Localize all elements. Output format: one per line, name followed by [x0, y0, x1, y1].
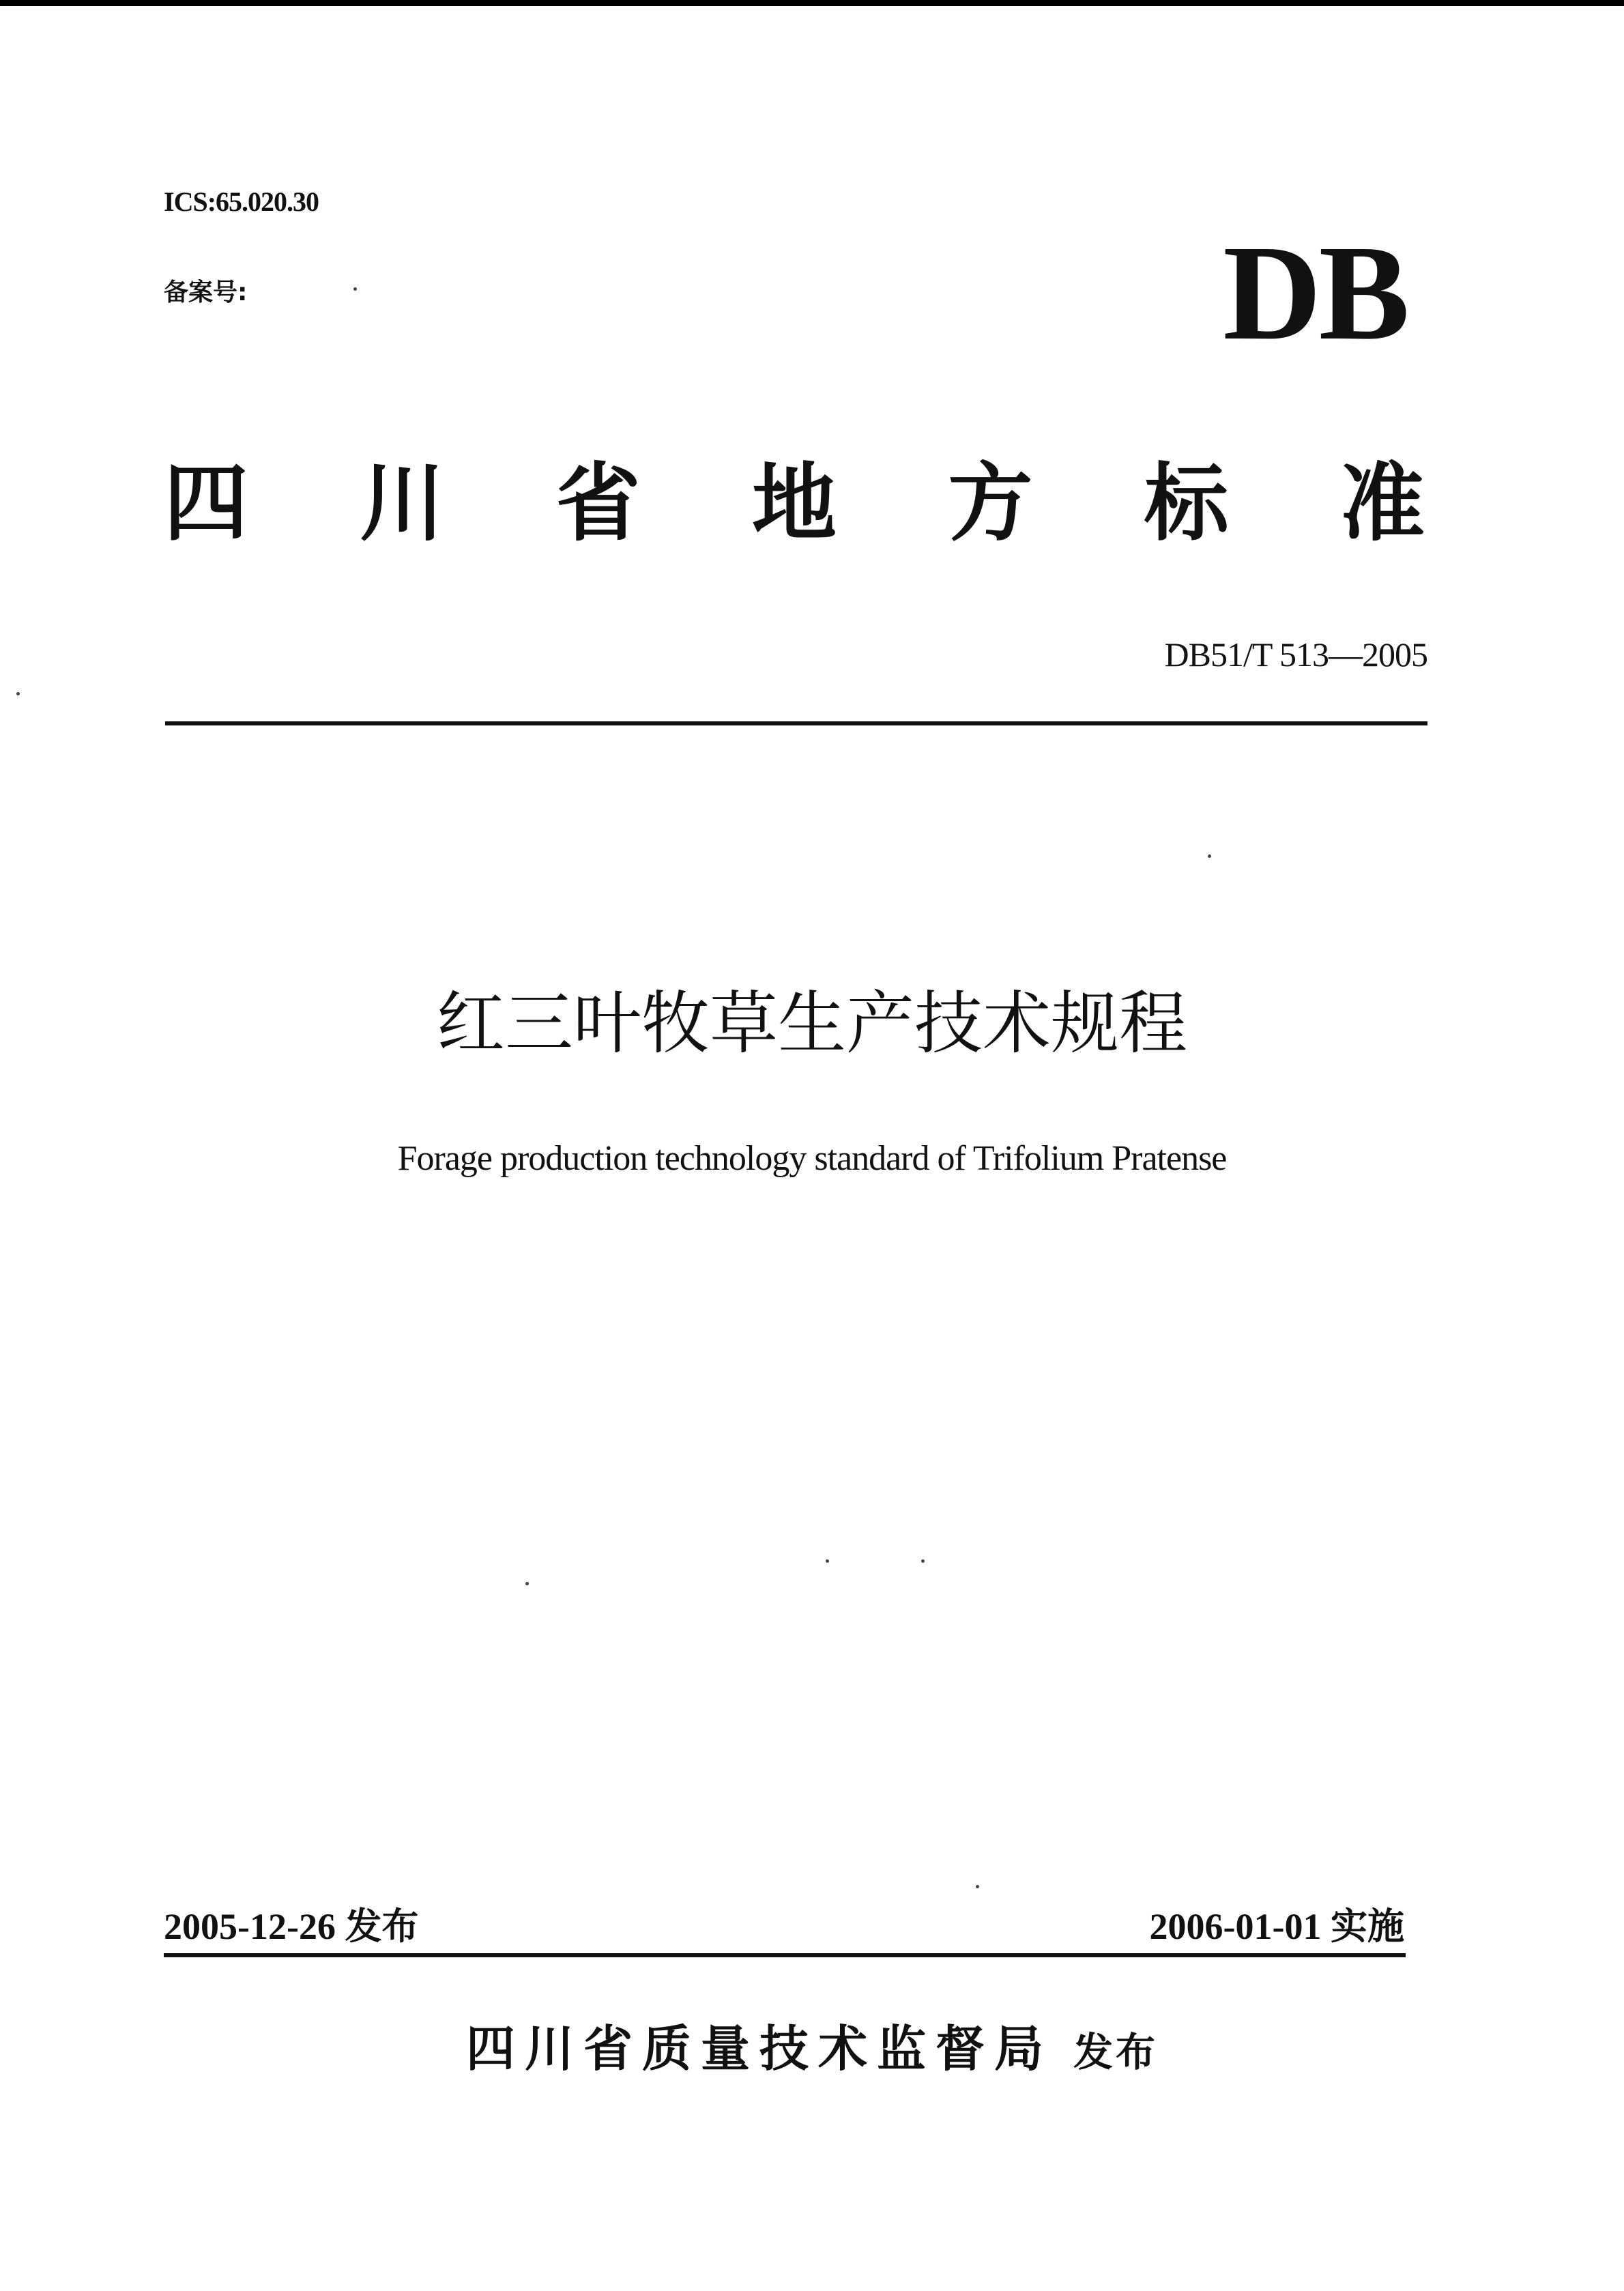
standard-type-char: 方	[948, 455, 1033, 553]
standard-type-char: 标	[1144, 455, 1229, 553]
standard-type-char: 四	[164, 455, 249, 553]
scan-speck	[525, 1582, 529, 1585]
top-divider	[165, 721, 1427, 725]
standard-type-char: 川	[360, 455, 445, 553]
standard-type-heading	[164, 456, 1425, 551]
issue-date: 2005-12-26 发布	[164, 1906, 419, 1947]
scan-speck	[16, 692, 20, 695]
record-number-label: 备案号:	[164, 278, 248, 306]
publisher-line	[0, 2009, 1624, 2080]
scan-speck	[826, 1559, 829, 1563]
standard-type-char: 省	[555, 455, 641, 553]
scan-speck	[1208, 854, 1211, 858]
publisher-suffix: 发布	[1073, 2029, 1159, 2075]
top-border	[0, 0, 1624, 6]
scan-speck	[921, 1559, 925, 1563]
scan-speck	[353, 287, 357, 291]
implementation-date: 2006-01-01 实施	[1149, 1906, 1404, 1947]
bottom-divider	[164, 1953, 1406, 1957]
document-title-english: Forage production technology standard of Trifolium Pratense	[397, 1139, 1227, 1178]
db-logo: DB	[1223, 218, 1407, 369]
document-title-chinese: 红三叶牧草生产技术规程	[437, 983, 1187, 1063]
standard-type-char: 地	[751, 455, 837, 553]
standard-number: DB51/T 513—2005	[1164, 635, 1427, 674]
publisher-name: 四川省质量技术监督局	[465, 2020, 1053, 2077]
standard-type-char: 准	[1339, 455, 1425, 553]
ics-code: ICS:65.020.30	[164, 186, 319, 217]
scan-speck	[976, 1885, 979, 1888]
